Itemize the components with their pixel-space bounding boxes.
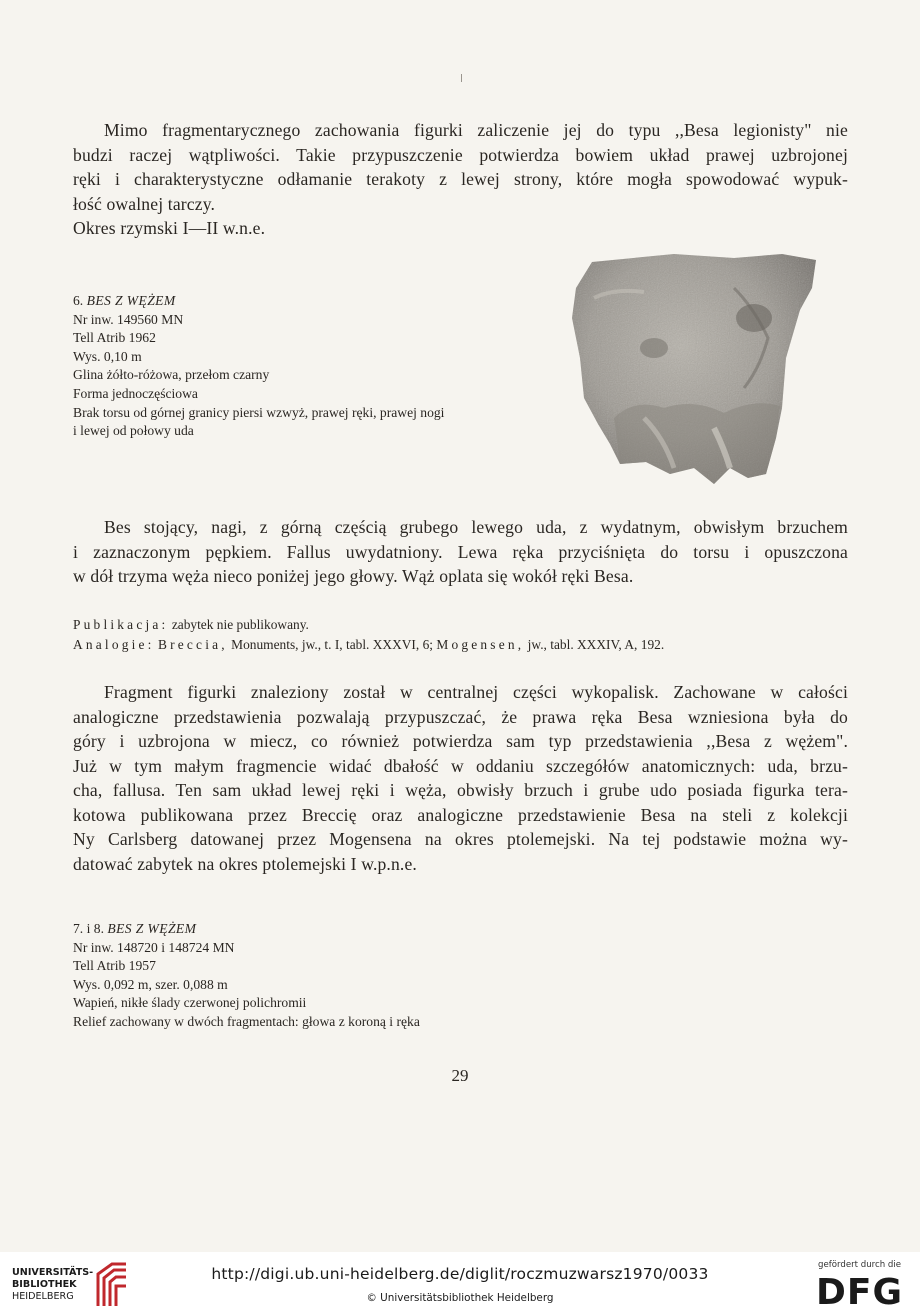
- entry-line: Brak torsu od górnej granicy piersi wzwyż, prawej ręki, prawej nogi: [73, 404, 445, 420]
- references: [73, 615, 848, 655]
- margin-mark: [461, 74, 462, 82]
- entry-line: Nr inw. 149560 MN: [73, 311, 184, 327]
- library-name: [12, 1267, 93, 1303]
- entry-line: Glina żółto-różowa, przełom czarny: [73, 367, 270, 383]
- library-line: BIBLIOTHEK: [12, 1279, 77, 1290]
- entry-line: Forma jednoczęściowa: [73, 385, 198, 401]
- library-line: UNIVERSITÄTS-: [12, 1267, 94, 1278]
- discussion-line: cha, fallusa. Ten sam układ lewej ręki i węża, obwisły brzuch i grube udo posiada figurka tera-: [73, 780, 848, 800]
- analogies-author: Mogensen,: [436, 637, 525, 652]
- intro-line: Mimo fragmentarycznego zachowania figurki zaliczenie jej do typu ,,Besa legionisty" nie: [104, 120, 848, 140]
- period-line: Okres rzymski I—II w.n.e.: [73, 218, 266, 238]
- analogies-text: jw., tabl. XXXIV, A, 192.: [527, 637, 665, 652]
- analogies-author: Breccia,: [157, 637, 228, 652]
- analogies-label: Analogie:: [73, 637, 155, 652]
- entry-title: BES Z WĘŻEM: [86, 293, 176, 308]
- discussion-line: kotowa publikowana przez Breccię oraz analogiczne przedstawienie Besa na steli z kolekcji: [73, 804, 848, 825]
- entry-line: Wys. 0,10 m: [73, 348, 142, 364]
- intro-paragraph: [73, 118, 848, 241]
- publication-line: [73, 615, 848, 635]
- publication-label: Publikacja:: [73, 617, 169, 632]
- entry-line: Tell Atrib 1962: [73, 330, 156, 346]
- discussion-paragraph: [73, 680, 848, 876]
- permalink-url[interactable]: http://digi.ub.uni-heidelberg.de/diglit/roczmuzwarsz1970/0033: [211, 1265, 709, 1283]
- entry-heading: [73, 292, 444, 311]
- catalogue-entry-7-8: [73, 920, 420, 1032]
- discussion-line: Fragment figurki znaleziony został w centralnej części wykopalisk. Zachowane w całości: [104, 682, 848, 702]
- publication-text: zabytek nie publikowany.: [171, 617, 309, 632]
- entry-line: Relief zachowany w dwóch fragmentach: głowa z koroną i ręka: [73, 1013, 420, 1029]
- description-line: w dół trzyma węża nieco poniżej jego głowy. Wąż oplata się wokół ręki Besa.: [73, 566, 634, 586]
- library-line: HEIDELBERG: [12, 1291, 74, 1302]
- intro-line: budzi raczej wątpliwości. Takie przypuszczenie potwierdza bowiem układ prawej uzbrojonej: [73, 144, 848, 165]
- library-logo-icon: [94, 1260, 130, 1308]
- discussion-line: Już w tym małym fragmencie widać dbałość w oddaniu szczegółów anatomicznych: uda, brzu-: [73, 755, 848, 776]
- description-paragraph: [73, 515, 848, 589]
- discussion-line: Ny Carlsberg datowanej przez Mogensena na okres ptolemejski. Na tej podstawie można wy-: [73, 829, 848, 849]
- entry-line: Tell Atrib 1957: [73, 958, 156, 974]
- analogies-line: [73, 635, 848, 655]
- copyright-notice: © Universitätsbibliothek Heidelberg: [366, 1292, 554, 1304]
- entry-title: BES Z WĘŻEM: [107, 921, 197, 936]
- intro-line: łość owalnej tarczy.: [73, 193, 216, 214]
- page-number: 29: [451, 1066, 469, 1085]
- intro-line: ręki i charakterystyczne odłamanie terakoty z lewej strony, które mogła spowodować wypuk-: [73, 169, 848, 189]
- entry-line: i lewej od połowy uda: [73, 423, 194, 439]
- digitization-footer: [0, 1252, 920, 1316]
- terracotta-fragment-photo: [554, 248, 824, 488]
- discussion-line: datować zabytek na okres ptolemejski I w.p.n.e.: [73, 853, 417, 874]
- dfg-logo-text: DFG: [816, 1272, 904, 1310]
- discussion-line: analogiczne przedstawienia pozwalają przypuszczać, że prawa ręka Besa wzniesiona była do: [73, 706, 848, 727]
- catalogue-entry-6: [73, 292, 444, 441]
- entry-number: 6.: [73, 293, 84, 308]
- entry-heading: [73, 920, 420, 939]
- dfg-logo-icon: [812, 1268, 912, 1310]
- description-line: Bes stojący, nagi, z górną częścią grubego lewego uda, z wydatnym, obwisłym brzuchem: [104, 517, 848, 537]
- discussion-line: góry i uzbrojona w miecz, co również potwierdza sam typ przedstawienia ,,Besa z wężem".: [73, 731, 848, 751]
- analogies-text: Monuments, jw., t. I, tabl. XXXVI, 6;: [231, 637, 434, 652]
- entry-number: 7. i 8.: [73, 921, 104, 936]
- entry-line: Wys. 0,092 m, szer. 0,088 m: [73, 976, 228, 992]
- funded-by-label: gefördert durch die: [818, 1260, 902, 1270]
- entry-line: Nr inw. 148720 i 148724 MN: [73, 939, 235, 955]
- description-line: i zaznaczonym pępkiem. Fallus uwydatniony. Lewa ręka przyciśnięta do torsu i opuszczona: [73, 541, 848, 562]
- entry-line: Wapień, nikłe ślady czerwonej polichromii: [73, 995, 307, 1011]
